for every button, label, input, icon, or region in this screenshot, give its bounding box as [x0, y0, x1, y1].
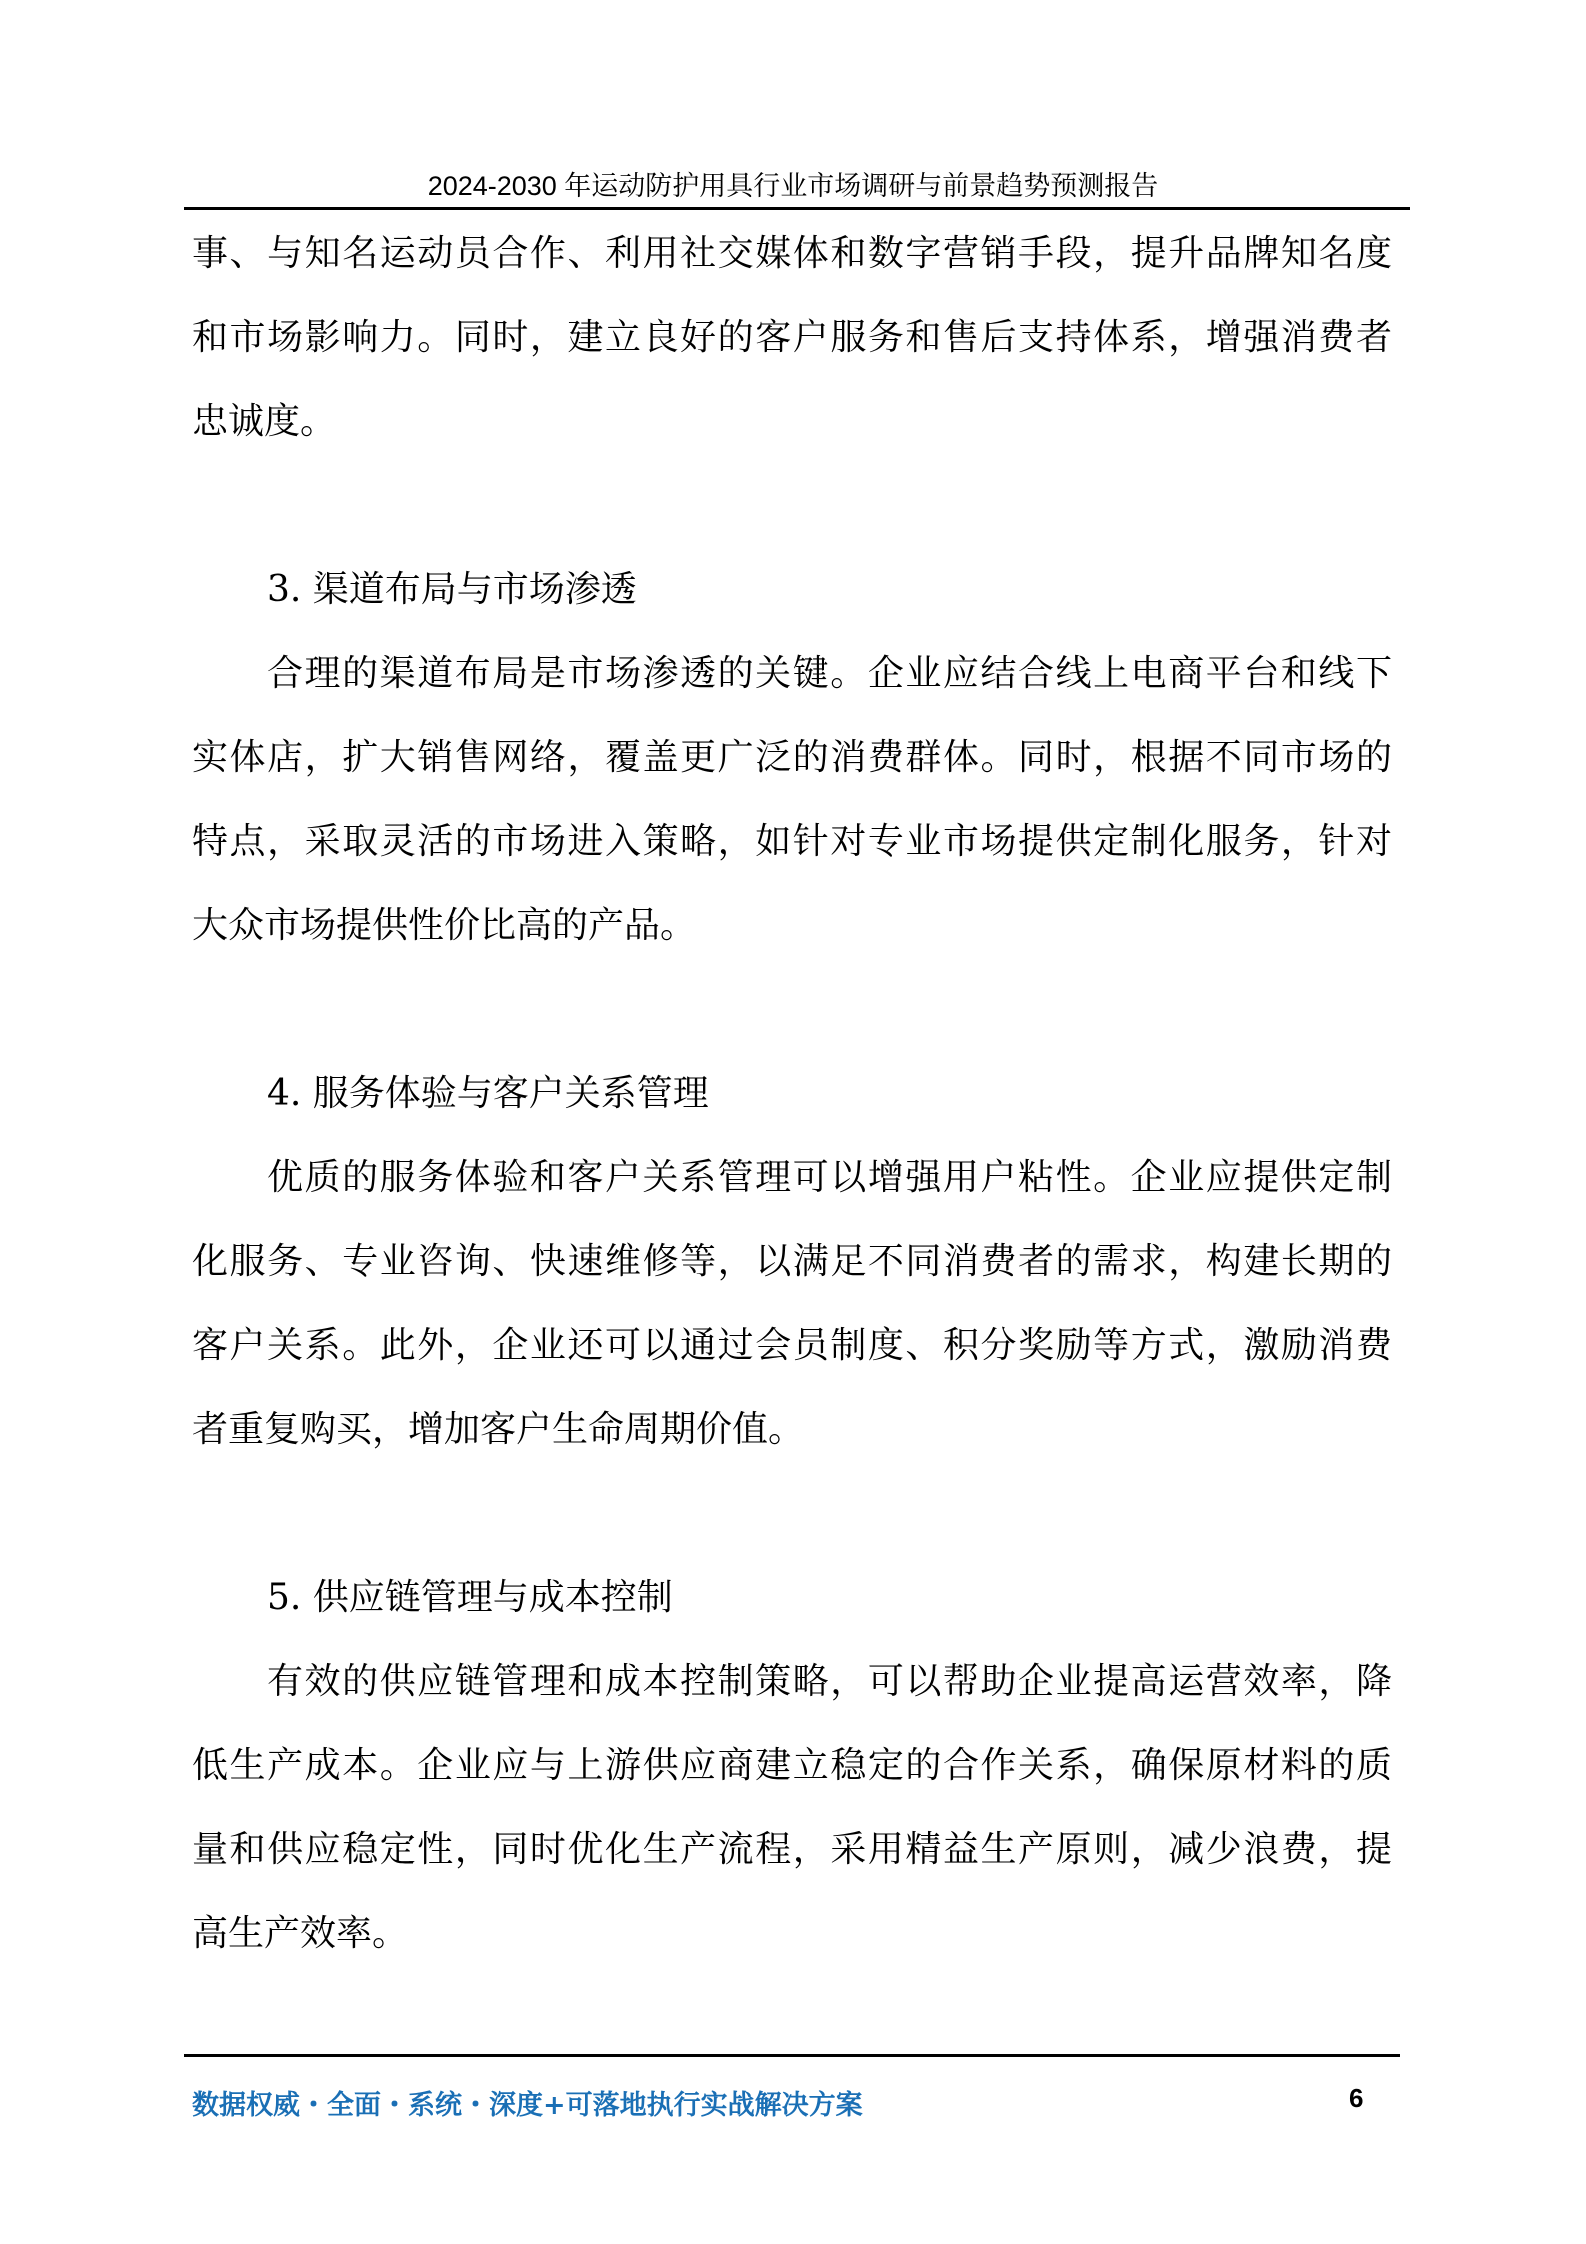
- body-line: 特点，采取灵活的市场进入策略，如针对专业市场提供定制化服务，针对: [192, 821, 1392, 862]
- page-content: [192, 212, 1392, 1976]
- report-header-title: 2024-2030 年运动防护用具行业市场调研与前景趋势预测报告: [427, 171, 1159, 201]
- body-line: 和市场影响力。同时，建立良好的客户服务和售后支持体系，增强消费者: [192, 317, 1392, 358]
- body-line: 客户关系。此外，企业还可以通过会员制度、积分奖励等方式，激励消费: [192, 1325, 1392, 1366]
- body-line: 量和供应稳定性，同时优化生产流程，采用精益生产原则，减少浪费，提: [192, 1829, 1392, 1870]
- footer-divider: [184, 2054, 1400, 2057]
- body-line: 大众市场提供性价比高的产品。: [192, 905, 697, 946]
- section-heading: 3. 渠道布局与市场渗透: [267, 569, 637, 610]
- body-line: 事、与知名运动员合作、利用社交媒体和数字营销手段，提升品牌知名度: [192, 233, 1392, 274]
- body-line: 有效的供应链管理和成本控制策略，可以帮助企业提高运营效率，降: [267, 1661, 1392, 1702]
- section-heading: 5. 供应链管理与成本控制: [267, 1577, 673, 1618]
- body-line: 优质的服务体验和客户关系管理可以增强用户粘性。企业应提供定制: [267, 1157, 1392, 1198]
- body-line: 低生产成本。企业应与上游供应商建立稳定的合作关系，确保原材料的质: [192, 1745, 1392, 1786]
- body-line: 合理的渠道布局是市场渗透的关键。企业应结合线上电商平台和线下: [267, 653, 1392, 694]
- body-line: 者重复购买，增加客户生命周期价值。: [192, 1409, 805, 1450]
- header-divider: [184, 207, 1410, 210]
- footer-slogan: 数据权威・全面・系统・深度+可落地执行实战解决方案: [192, 2090, 863, 2121]
- body-line: 忠诚度。: [192, 401, 337, 442]
- section-heading: 4. 服务体验与客户关系管理: [267, 1073, 709, 1114]
- page-number: 6: [1349, 2083, 1364, 2113]
- body-line: 高生产效率。: [192, 1913, 409, 1954]
- body-line: 化服务、专业咨询、快速维修等，以满足不同消费者的需求，构建长期的: [192, 1241, 1392, 1282]
- body-line: 实体店，扩大销售网络，覆盖更广泛的消费群体。同时，根据不同市场的: [192, 737, 1392, 778]
